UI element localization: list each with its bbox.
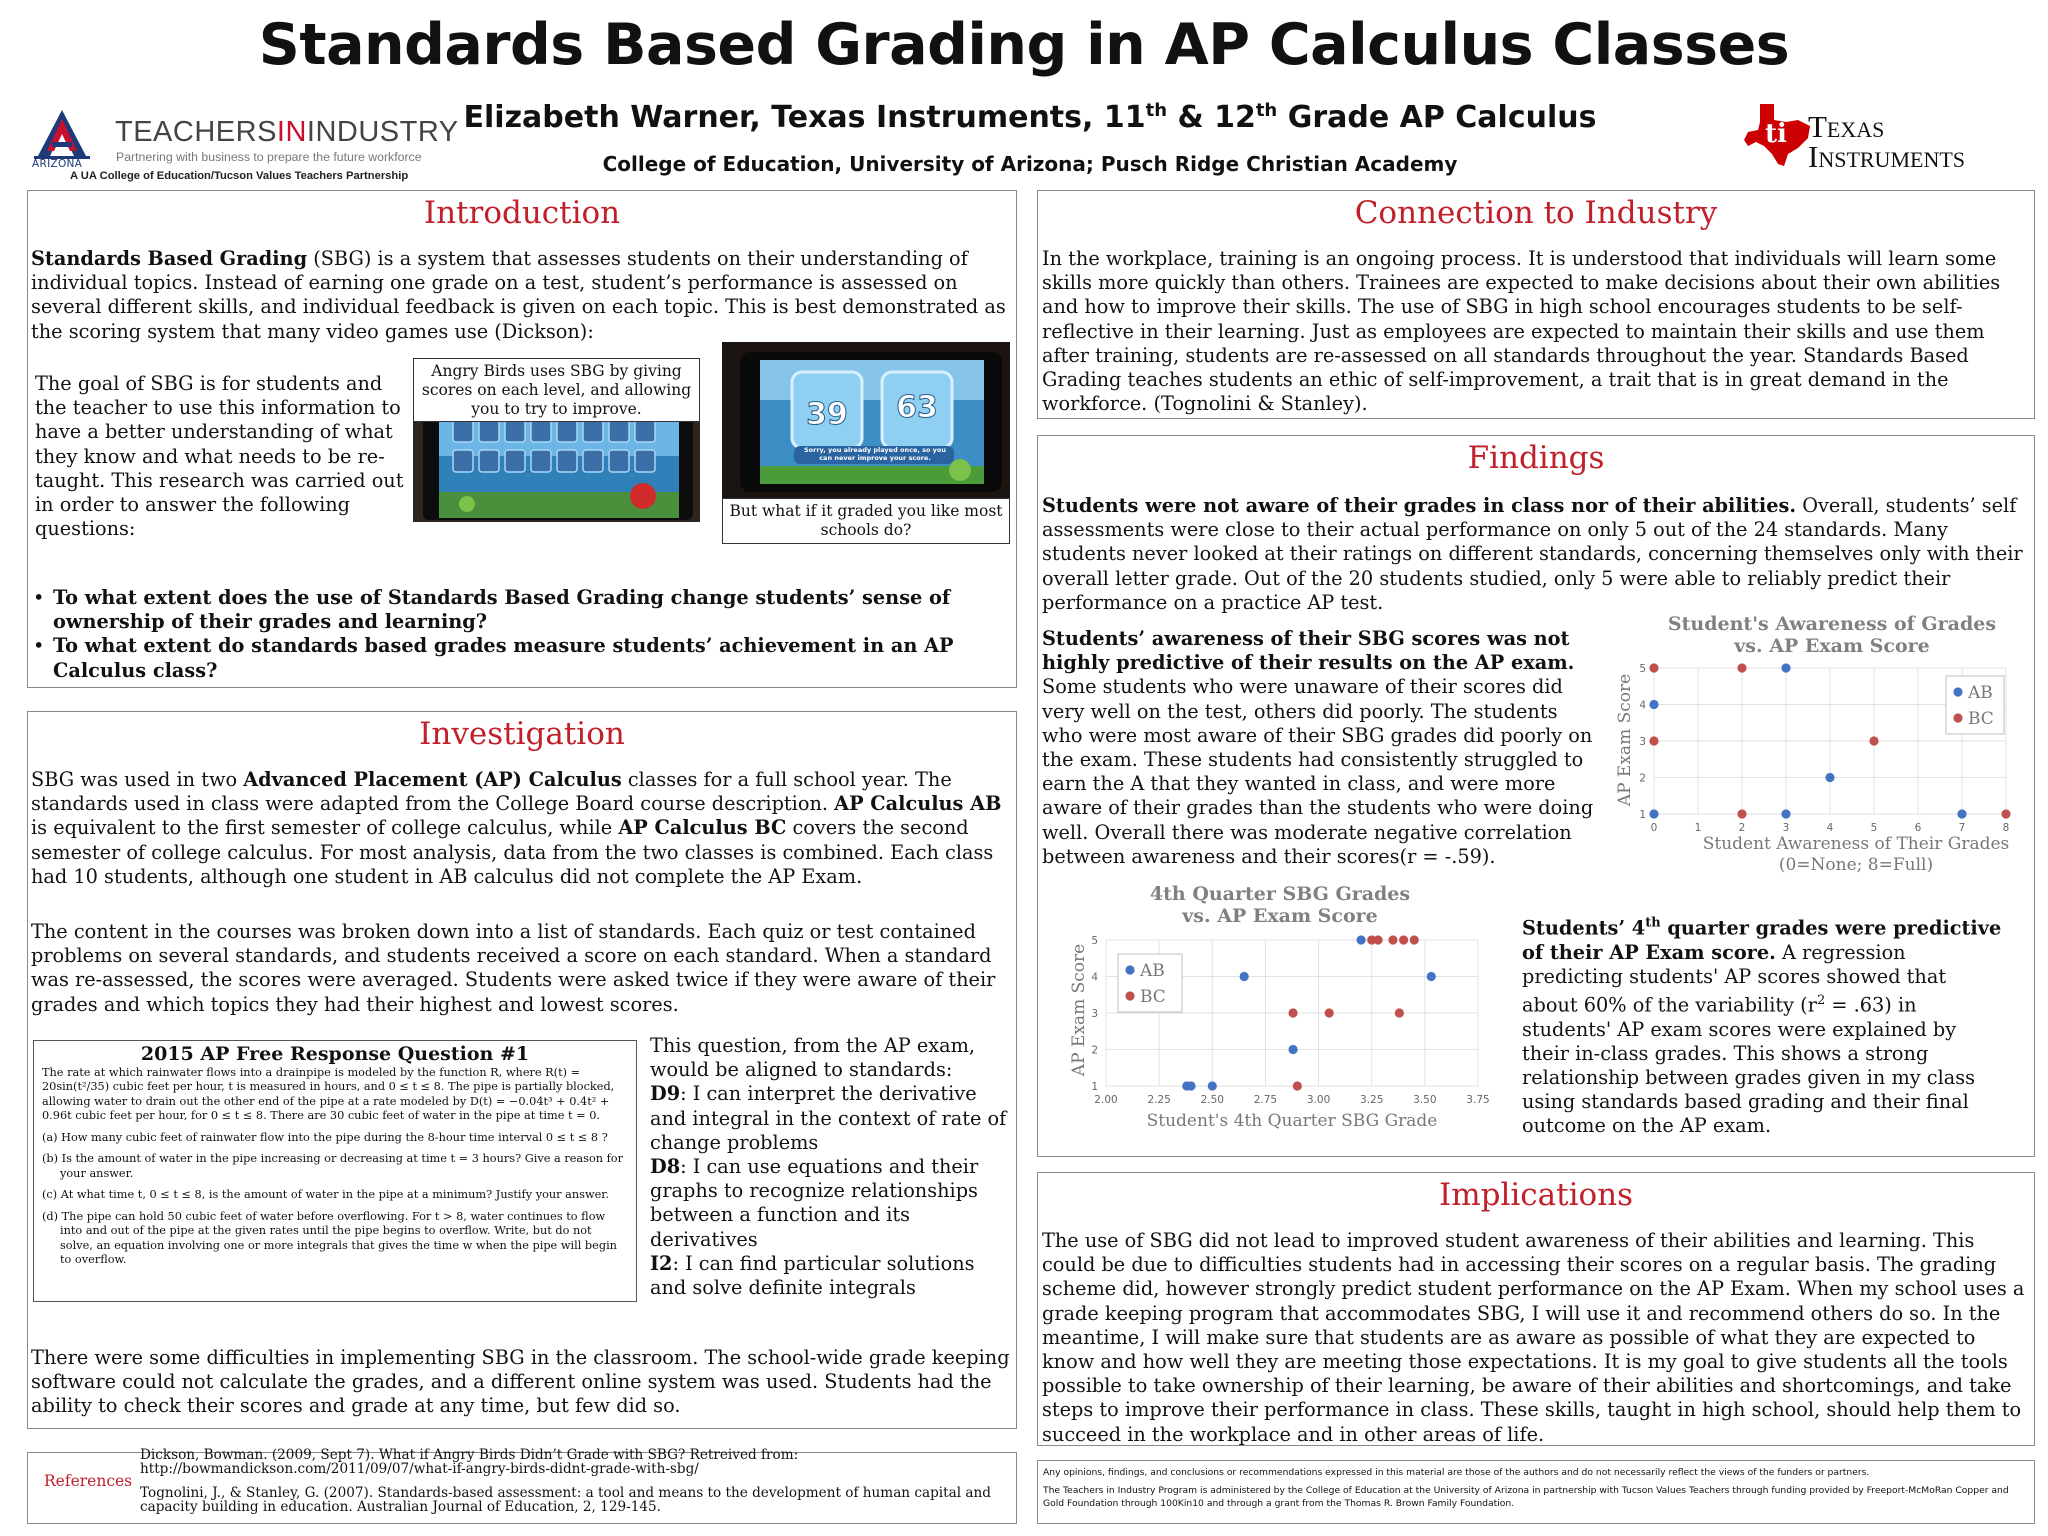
standards-intro: This question, from the AP exam, would be aligned to standards:: [650, 1034, 976, 1082]
x-tick-label: 2.50: [1200, 1094, 1224, 1106]
legend-label: BC: [1140, 987, 1166, 1007]
investigation-p2: The content in the courses was broken down into a list of standards. Each quiz or test contained problems on several standards, and students received a score on each standard. When a standard was re-assessed, the scores were averaged. Students were asked twice if they were aware of their grades and which topics they had their highest and lowest scores.: [31, 920, 996, 1016]
phone-banner: Sorry, you already played once, so you can never improve your score.: [803, 446, 947, 462]
texas-instruments-logo: [1740, 100, 2040, 180]
findings-p1: Students were not aware of their grades in class nor of their abilities. Overall, students’ self assessments were close to their actual performance on only 5 out of the 24 standards. Many students never looked at their ratings on different standards, concerning themselves only with their overall letter grade. Out of the 20 students studied, only 5 were able to reliably predict their performance on a practice AP test.: [1042, 494, 2023, 614]
data-point-bc: [1410, 935, 1419, 944]
ti-line2: Instruments: [1808, 139, 1966, 174]
angry-birds-caption-2: But what if it graded you like most schools do?: [722, 498, 1010, 544]
data-point-ab: [1781, 663, 1790, 672]
frq-title: 2015 AP Free Response Question #1: [140, 1043, 530, 1065]
x-tick-label: 3.75: [1466, 1094, 1490, 1106]
y-tick-label: 3: [1091, 1008, 1098, 1020]
poster-title: Standards Based Grading in AP Calculus Classes: [258, 12, 1790, 78]
q4-scatter-chart: [1064, 880, 1500, 1132]
x-tick-label: 3.00: [1306, 1094, 1331, 1106]
investigation-heading: Investigation: [419, 716, 625, 752]
data-point-ab: [1781, 809, 1790, 818]
data-point-ab: [1649, 809, 1658, 818]
introduction-heading: Introduction: [423, 195, 621, 231]
x-tick-label: 3.50: [1413, 1094, 1437, 1106]
legend-label: AB: [1140, 961, 1165, 981]
chart-x-label: Student Awareness of Their Grades: [1702, 834, 2010, 854]
ti-line1: Texas: [1808, 109, 1885, 144]
data-point-bc: [1649, 736, 1658, 745]
angry-birds-photo-2: [722, 342, 1010, 502]
data-point-bc: [1399, 935, 1408, 944]
chart-title-line1: 4th Quarter SBG Grades: [1149, 883, 1411, 905]
data-point-bc: [1395, 1008, 1404, 1017]
chart-x-label-2: (0=None; 8=Full): [1778, 855, 1934, 875]
legend-marker: [1953, 713, 1962, 722]
legend-label: AB: [1968, 683, 1993, 703]
data-point-bc: [1737, 809, 1746, 818]
x-tick-label: 2.00: [1094, 1094, 1118, 1106]
data-point-bc: [1293, 1081, 1302, 1090]
y-tick-label: 4: [1091, 971, 1098, 984]
x-tick-label: 7: [1958, 822, 1966, 834]
standard-i2: I2: I can find particular solutions and solve definite integrals: [650, 1251, 975, 1300]
data-point-ab: [1208, 1081, 1217, 1090]
x-tick-label: 6: [1914, 822, 1922, 834]
introduction-p2: The goal of SBG is for students and the teacher to use this information to have a better understanding of what they know and what needs to be re-taught. This research was carried out in order to answer the following questions:: [35, 372, 404, 541]
frq-box: [33, 1040, 637, 1302]
y-tick-label: 5: [1091, 935, 1098, 947]
data-point-ab: [1288, 1045, 1297, 1054]
data-point-bc: [1288, 1008, 1297, 1017]
x-tick-label: 3.25: [1360, 1094, 1384, 1106]
tii-subcaption: A UA College of Education/Tucson Values Teachers Partnership: [70, 170, 409, 182]
research-question: • To what extent does the use of Standards Based Grading change students’ sense of ownership of their grades and learning?: [31, 586, 1006, 634]
reference-2: Tognolini, J., & Stanley, G. (2007). Standards-based assessment: a tool and means to the development of human capital and capacity building in education. Australian Journal of Education, 2, 129-145.: [140, 1485, 991, 1515]
legend-marker: [1125, 965, 1134, 974]
x-tick-label: 5: [1870, 822, 1878, 834]
angry-birds-caption-1: Angry Birds uses SBG by giving scores on each level, and allowing you to try to improve.: [413, 358, 700, 422]
connection-text: In the workplace, training is an ongoing process. It is understood that individuals will learn some skills more quickly than others. Trainees are expected to make decisions about their own abilities and how to improve their skills. The use of SBG in high school encourages students to be self-reflective in their learning. Just as employees are expected to maintain their skills and use them after training, students are re-assessed on all standards throughout the year. Standards Based Grading teaches students an ethic of self-improvement, a trait that is in great demand in the workforce. (Tognolini & Stanley).: [1042, 247, 2001, 416]
y-tick-label: 2: [1091, 1044, 1098, 1057]
data-point-ab: [1649, 700, 1658, 709]
chart-title-line1: Student's Awareness of Grades: [1667, 613, 1997, 635]
data-point-ab: [1825, 773, 1834, 782]
frq-part-d: (d) The pipe can hold 50 cubic feet of water before overflowing. For t > 8, water continues to flow into and out of the pipe at the given rates until the pipe begins to overflow. Write, but do not solve, an equation involving one or more integrals that gives the time w when the pipe will begin to overflow.: [42, 1209, 617, 1266]
data-point-bc: [1388, 935, 1397, 944]
x-tick-label: 8: [2002, 822, 2010, 834]
data-point-ab: [1186, 1081, 1195, 1090]
y-tick-label: 3: [1639, 736, 1646, 748]
data-point-bc: [1373, 935, 1382, 944]
connection-heading: Connection to Industry: [1354, 195, 1718, 231]
svg-text:ti: ti: [1765, 119, 1787, 149]
chart-y-label: AP Exam Score: [1615, 673, 1635, 807]
authors-line: Elizabeth Warner, Texas Instruments, 11th & 12th Grade AP Calculus: [463, 100, 1597, 135]
implications-text: The use of SBG did not lead to improved student awareness of their abilities and learning. This could be due to difficulties students had in accessing their scores on a regular basis. The grading scheme did, however strongly predict student performance on the AP Exam. When my school uses a grade keeping program that accommodates SBG, I will use it and recommend others do so. In the meantime, I will make sure that students are as aware as possible of what they are expected to know and how well they are meeting those expectations. It is my goal to give students all the tools possible to take ownership of their learning, be aware of their abilities and shortcomings, and take steps to improve their performance in class. These skills, taught in high school, should help them to succeed in the workplace and in other areas of life.: [1042, 1229, 2025, 1446]
x-tick-label: 0: [1650, 822, 1658, 834]
phone-score-2: 63: [896, 390, 938, 425]
chart-x-label: Student's 4th Quarter SBG Grade: [1146, 1111, 1438, 1131]
data-point-ab: [1427, 972, 1436, 981]
data-point-ab: [1240, 972, 1249, 981]
x-tick-label: 1: [1694, 822, 1702, 834]
arizona-wordmark: ARIZONA: [32, 158, 83, 170]
implications-heading: Implications: [1438, 1177, 1634, 1213]
investigation-p1: SBG was used in two Advanced Placement (AP) Calculus classes for a full school year. The standards used in class were adapted from the College Board course description. AP Calculus AB is equivalent to the first semester of college calculus, while AP Calculus BC covers the second semester of college calculus. For most analysis, data from the two classes is combined. Each class had 10 students, although one student in AB calculus did not complete the AP Exam.: [31, 768, 1002, 888]
y-tick-label: 2: [1639, 772, 1646, 785]
frq-part-b: (b) Is the amount of water in the pipe increasing or decreasing at time t = 3 hours? Give a reason for your answer.: [42, 1152, 624, 1180]
chart-title-line2: vs. AP Exam Score: [1182, 905, 1378, 927]
y-tick-label: 5: [1639, 663, 1646, 675]
y-tick-label: 1: [1091, 1081, 1098, 1093]
tii-wordmark: TEACHERSININDUSTRY: [115, 116, 459, 148]
findings-p3: Students’ 4th quarter grades were predictive of their AP Exam score. A regression predicting students' AP scores showed that about 60% of the variability $(r^2 = .63)$ in students' AP exam scores were explained by their in-class grades. This shows a strong relationship between grades given in my class using standards based grading and their final outcome on the AP exam.: [1522, 916, 2002, 1138]
standard-d8: D8: I can use equations and their graphs to recognize relationships between a function and its derivatives: [650, 1155, 979, 1251]
legend-label: BC: [1968, 709, 1994, 729]
teachers-in-industry-logo: [30, 104, 459, 188]
data-point-ab: [1356, 935, 1365, 944]
chart-title-line2: vs. AP Exam Score: [1734, 635, 1930, 657]
x-tick-label: 2.25: [1147, 1094, 1171, 1106]
standards-list: [650, 1034, 1012, 1300]
reference-1: Dickson, Bowman. (2009, Sept 7). What if Angry Birds Didn’t Grade with SBG? Retreived from: http://bowmandickson.com/2011/09/07/what-if-angry-birds-didnt-grade-with-sbg/: [140, 1447, 799, 1477]
legend-marker: [1125, 991, 1134, 1000]
data-point-bc: [1737, 663, 1746, 672]
data-point-ab: [1957, 809, 1966, 818]
research-questions: [31, 586, 1006, 683]
tii-tagline: Partnering with business to prepare the future workforce: [116, 150, 422, 164]
disclaimer-line2: The Teachers in Industry Program is administered by the College of Education at the University of Arizona in partnership with Tucson Values Teachers through funding provided by Freeport-McMoRan Copper and Gold Foundation through 100Kin10 and through a grant from the Thomas R. Brown Family Foundation.: [1043, 1485, 2009, 1509]
investigation-p3: There were some difficulties in implementing SBG in the classroom. The school-wide grade keeping software could not calculate the grades, and a different online system was used. Students had the ability to check their scores and grade at any time, but few did so.: [31, 1346, 1010, 1418]
x-tick-label: 2: [1738, 822, 1746, 834]
phone-score-1: 39: [806, 397, 848, 432]
frq-part-a: (a) How many cubic feet of rainwater flow into the pipe during the 8-hour time interval 0 ≤ t ≤ 8 ?: [42, 1130, 608, 1144]
data-point-bc: [1325, 1008, 1334, 1017]
affiliation-line: College of Education, University of Arizona; Pusch Ridge Christian Academy: [602, 152, 1458, 176]
legend-marker: [1953, 687, 1962, 696]
data-point-bc: [1649, 663, 1658, 672]
texas-state-icon: [1742, 102, 1814, 168]
data-point-bc: [2001, 809, 2010, 818]
awareness-scatter-chart: [1606, 610, 2020, 876]
disclaimer-line1: Any opinions, findings, and conclusions or recommendations expressed in this material are those of the authors and do not necessarily reflect the views of the funders or partners.: [1043, 1467, 1870, 1478]
data-point-bc: [1869, 736, 1878, 745]
y-tick-label: 4: [1639, 699, 1646, 712]
research-question: • To what extent do standards based grades measure students’ achievement in an AP Calculus class?: [31, 634, 1006, 682]
x-tick-label: 2.75: [1253, 1094, 1278, 1106]
references-label: References: [44, 1472, 133, 1490]
x-tick-label: 3: [1782, 822, 1790, 834]
frq-part-c: (c) At what time t, 0 ≤ t ≤ 8, is the amount of water in the pipe at a minimum? Justify your answer.: [42, 1188, 610, 1201]
findings-p2: Students’ awareness of their SBG scores was not highly predictive of their results on the AP exam. Some students who were unaware of their scores did very well on the test, others did poorly. The students who were most aware of their SBG grades did poorly on the exam. These students had consistently struggled to earn the A that they wanted in class, and were more aware of their grades than the students who were doing well. Overall there was moderate negative correlation between awareness and their scores(r = -.59).: [1042, 627, 1594, 868]
chart-y-label: AP Exam Score: [1069, 943, 1089, 1077]
findings-heading: Findings: [1467, 440, 1605, 476]
x-tick-label: 4: [1826, 822, 1834, 834]
introduction-p1: Standards Based Grading (SBG) is a system that assesses students on their understanding of individual topics. Instead of earning one grade on a test, student’s performance is assessed on several different skills, and individual feedback is given on each topic. This is best demonstrated as the scoring system that many video games use (Dickson):: [31, 247, 1006, 343]
frq-intro: The rate at which rainwater flows into a drainpipe is modeled by the function R, where R(t) = 20sin(t²/35) cubic feet per hour, t is measured in hours, and 0 ≤ t ≤ 8. The pipe is partially blocked, allowing water to drain out the other end of the pipe at a rate modeled by D(t) = −0.04t³ + 0.4t² + 0.96t cubic feet per hour, for 0 ≤ t ≤ 8. There are 30 cubic feet of water in the pipe at time t = 0.: [42, 1065, 615, 1122]
y-tick-label: 1: [1639, 809, 1646, 821]
standard-d9: D9: I can interpret the derivative and integral in the context of rate of change problems: [650, 1082, 1007, 1154]
